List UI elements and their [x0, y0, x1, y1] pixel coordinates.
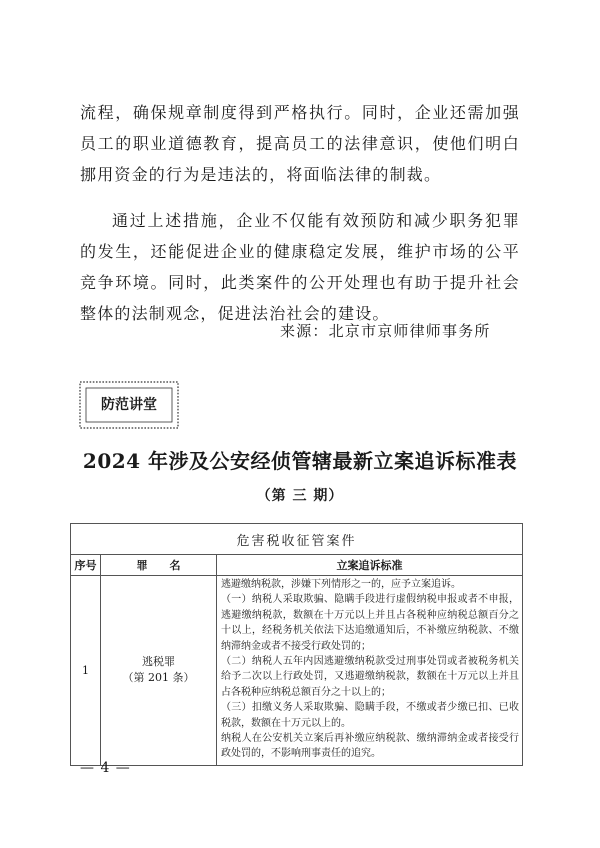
body-paragraph: 通过上述措施，企业不仅能有效预防和减少职务犯罪的发生，还能促进企业的健康稳定发展，维护市场的公平竞争环境。同时，此类案件的公开处理也有助于提升社会整体的法制观念，促进法治社会的建设。 — [80, 211, 520, 323]
table-header-row — [71, 555, 523, 576]
body-paragraph: 流程，确保规章制度得到严格执行。同时，企业还需加强员工的职业道德教育，提高员工的法律意识，使他们明白挪用资金的行为是违法的，将面临法律的制裁。 — [80, 103, 520, 184]
row-index: 1 — [71, 576, 101, 766]
column-header-index: 序号 — [71, 555, 101, 576]
standard-line: （一）纳税人采取欺骗、隐瞒手段进行虚假纳税申报或者不申报，逃避缴纳税款，数额在十万元以上并且占各税种应纳税总额百分之十以上，经税务机关依法下达追缴通知后，不补缴应纳税款、不缴纳滞纳金或者不接受行政处罚的； — [221, 594, 520, 652]
document-title: 2024 年涉及公安经侦管辖最新立案追诉标准表 — [82, 449, 518, 473]
document-issue: （第 三 期） — [256, 488, 344, 504]
standard-line: 纳税人在公安机关立案后再补缴应纳税款、缴纳滞纳金或者接受行政处罚的，不影响刑事责任的追究。 — [221, 733, 520, 760]
section-tag — [79, 381, 179, 429]
crime-name: 逃税罪 — [142, 655, 175, 669]
column-header-crime: 罪 名 — [101, 555, 217, 576]
column-header-standard: 立案追诉标准 — [217, 555, 523, 576]
standard-line: 逃避缴纳税款，涉嫌下列情形之一的，应予立案追诉。 — [221, 579, 461, 590]
table-row — [71, 576, 523, 766]
standard-cell — [217, 576, 523, 766]
crime-article: （第 201 条） — [122, 671, 195, 685]
standard-line: （二）纳税人五年内因逃避缴纳税款受过刑事处罚或者被税务机关给予二次以上行政处罚，又逃避缴纳税款，数额在十万元以上并且占各税种应纳税总额百分之十以上的； — [221, 656, 520, 698]
standard-line: （三）扣缴义务人采取欺骗、隐瞒手段，不缴或者少缴已扣、已收税款，数额在十万元以上的。 — [221, 702, 520, 729]
crime-cell — [101, 576, 217, 766]
case-standards-table — [70, 523, 523, 766]
section-tag-label: 防范讲堂 — [101, 397, 157, 413]
source-attribution: 来源：北京市京师律师事务所 — [280, 322, 491, 340]
page-number: — 4 — — [80, 760, 131, 776]
table-caption: 危害税收征管案件 — [71, 524, 523, 555]
